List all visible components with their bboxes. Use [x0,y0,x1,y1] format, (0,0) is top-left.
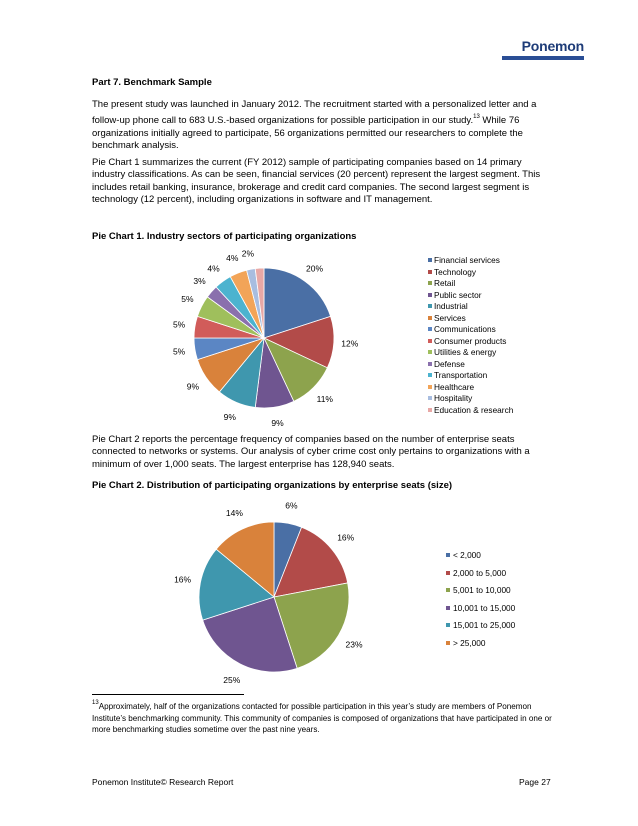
pie2-legend-item-2-000-to-5-000 [446,567,515,585]
pie2-legend [446,549,515,654]
pie1-legend-item-education-research [428,405,513,417]
legend-swatch [446,623,450,627]
footer-page-number: Page 27 [519,777,551,787]
legend-swatch [428,396,432,400]
legend-swatch [446,641,450,645]
pie1-label-transportation: 4% [207,263,220,274]
pie2-legend-item-2-000 [446,549,515,567]
footnote-number: 13 [92,700,99,706]
pie1-legend-item-communications [428,324,513,336]
pie1-legend [428,255,513,416]
legend-label: Communications [434,324,496,334]
pie1-legend-item-technology [428,267,513,279]
legend-swatch [428,316,432,320]
legend-label: Public sector [434,289,482,300]
pie1-legend-item-public-sector [428,290,513,302]
pie2-label-2-000: 6% [285,500,298,511]
legend-label: Education & research [434,404,514,415]
pie1-legend-item-defense [428,359,513,371]
pie1-label-public-sector: 9% [271,417,284,428]
legend-label: Industrial [434,301,468,311]
pie1-legend-item-healthcare [428,382,513,394]
legend-label: Services [434,312,466,323]
footnote [92,698,554,736]
logo-text: Ponemon [521,38,584,54]
pie2-label-10-001-to-15-000: 25% [223,674,241,685]
legend-label: Healthcare [434,381,475,392]
legend-swatch [428,408,432,412]
intro-text-end: While 76 organizations initially agreed to participate, 56 organizations permitted our researchers to complete the benchmark analysis. [92,115,523,152]
legend-swatch [446,588,450,592]
pie1-label-communications: 5% [172,346,186,357]
footer-left: Ponemon Institute© Research Report [92,777,234,787]
footnote-text: Approximately, half of the organizations contacted for possible participation in this year’s study are members of Ponemon Institute’s benchmarking community. This community of companies is composed of organizations that have participated in one or more benchmarking studies sometime over the past nine years. [92,702,552,734]
legend-swatch [428,281,432,285]
legend-label: Retail [434,278,456,288]
legend-label: Consumer products [434,335,507,346]
legend-label: < 2,000 [453,550,481,560]
legend-label: Utilities & energy [434,347,497,357]
legend-swatch [446,606,450,610]
ponemon-logo [449,38,584,62]
pie1-label-retail: 11% [316,393,333,404]
legend-swatch [428,258,432,262]
pie2-legend-item-5-001-to-10-000 [446,584,515,602]
pie1-legend-item-retail [428,278,513,290]
pie-chart-1 [172,248,370,428]
intro-text-start: The present study was launched in January 2012. The recruitment started with a personalized letter and a follow-up phone call to 683 U.S.-based organizations for possible participation in our study. [92,99,537,127]
legend-label: Defense [434,358,465,369]
pie1-legend-item-hospitality [428,393,513,405]
pie1-legend-item-consumer-products [428,336,513,348]
legend-swatch [428,385,432,389]
legend-swatch [428,327,432,331]
legend-swatch [428,293,432,297]
pie1-label-consumer-products: 5% [172,319,186,330]
legend-label: > 25,000 [453,637,486,648]
legend-swatch [428,270,432,274]
legend-label: 10,001 to 15,000 [453,602,516,613]
logo-bar [502,56,584,60]
pie1-label-healthcare: 4% [226,253,239,263]
pie1-description: Pie Chart 1 summarizes the current (FY 2012) sample of participating companies based on 14 primary industry classifications. As can be seen, financial services (20 percent) represent the largest segment. This includes retail banking, insurance, brokerage and credit card companies. The second largest segment is technology (12 percent), including organizations in software and IT management. [92,157,541,206]
pie-chart-2 [160,500,400,687]
pie2-description: Pie Chart 2 reports the percentage frequency of companies based on the number of enterprise seats connected to networks or systems. Our analysis of cyber crime cost only pertains to organizations with a minimum of over 1,000 seats. The largest enterprise has 128,940 seats. [92,434,530,470]
pie1-title: Pie Chart 1. Industry sectors of participating organizations [92,231,357,242]
legend-label: 15,001 to 25,000 [453,620,516,630]
pie2-label-15-001-to-25-000: 16% [174,574,192,585]
legend-swatch [428,339,432,343]
pie1-label-hospitality: 2% [241,248,255,259]
pie2-label-25-000: 14% [225,507,243,518]
pie2-title: Pie Chart 2. Distribution of participating organizations by enterprise seats (size) [92,480,453,491]
legend-swatch [446,571,450,575]
legend-swatch [446,553,450,557]
pie1-label-technology: 12% [341,338,359,349]
pie2-label-5-001-to-10-000: 23% [345,639,363,650]
legend-swatch [428,373,432,377]
legend-label: Hospitality [434,393,473,403]
legend-label: Transportation [434,370,488,380]
pie1-legend-item-financial-services [428,255,513,267]
pie1-label-services: 9% [186,381,200,392]
pie1-legend-item-transportation [428,370,513,382]
pie1-legend-item-industrial [428,301,513,313]
pie2-legend-item-15-001-to-25-000 [446,619,515,637]
legend-label: 2,000 to 5,000 [453,567,507,578]
legend-swatch [428,350,432,354]
intro-paragraph [92,99,550,153]
footnote-rule [92,694,244,695]
legend-swatch [428,304,432,308]
pie2-legend-item-25-000 [446,637,515,655]
legend-label: Financial services [434,255,500,265]
pie1-label-utilities-energy: 5% [181,294,194,304]
legend-label: 5,001 to 10,000 [453,585,511,595]
pie1-legend-item-services [428,313,513,325]
pie1-legend-item-utilities-energy [428,347,513,359]
legend-label: Technology [434,266,476,277]
pie1-label-financial-services: 20% [305,263,324,274]
pie2-label-2-000-to-5-000: 16% [337,532,355,543]
legend-swatch [428,362,432,366]
section-title: Part 7. Benchmark Sample [92,77,212,88]
pie1-label-industrial: 9% [223,411,236,422]
footnote-ref: 13 [473,114,480,121]
pie1-label-defense: 3% [193,276,206,287]
pie2-legend-item-10-001-to-15-000 [446,602,515,620]
